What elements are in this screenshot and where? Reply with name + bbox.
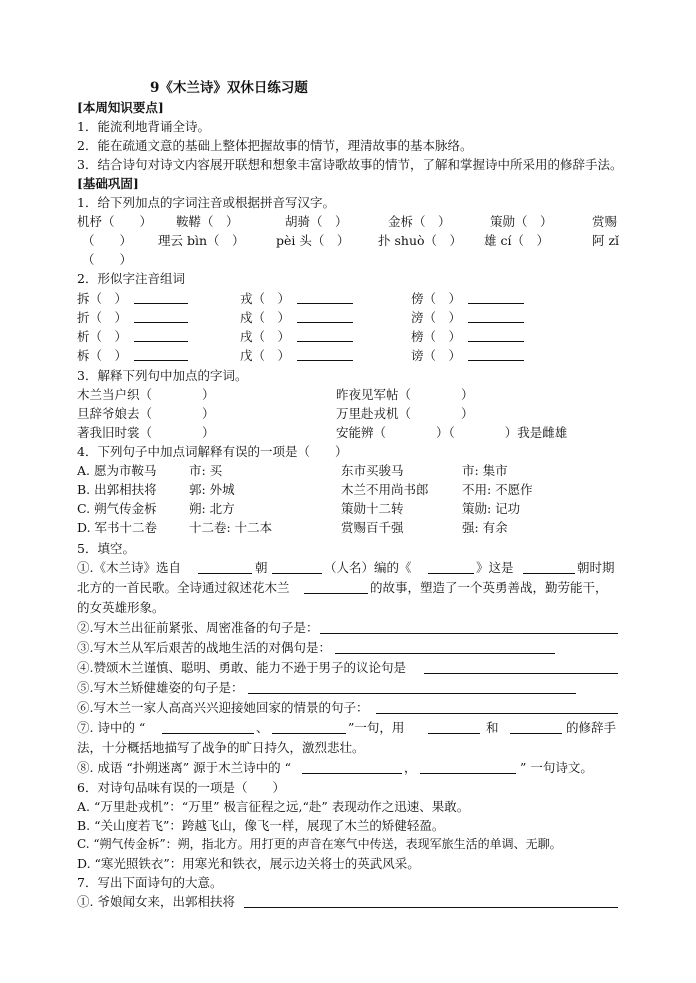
- q5-text: 》这是: [476, 560, 514, 575]
- q5-text: 的修辞手: [566, 720, 617, 735]
- q4-title: 4．下列句子中加点词解释有误的一项是（ ）: [77, 444, 348, 459]
- point-3: 3．结合诗句对诗文内容展开联想和想象丰富诗歌故事的情节，了解和掌握诗中所采用的修辞手法。: [77, 157, 623, 172]
- q4-option: B. 出郭相扶将: [77, 482, 157, 497]
- q3-item: 著我旧时裳（ ）: [77, 425, 215, 440]
- answer-line[interactable]: [134, 341, 188, 342]
- q1-item: 阿 zǐ: [592, 233, 620, 248]
- q4-option: D. 军书十二卷: [77, 520, 158, 535]
- answer-line[interactable]: [376, 713, 618, 714]
- q1-item: 赏赐: [592, 214, 618, 229]
- q5-text: ”一句，用: [348, 720, 405, 735]
- q5-text: 的女英雄形象。: [77, 600, 165, 615]
- q5-text: ⑦. 诗中的 “: [77, 720, 146, 735]
- q3-item: 木兰当户织（ ）: [77, 387, 215, 402]
- answer-line[interactable]: [244, 907, 618, 908]
- section-key-points: [本周知识要点]: [77, 100, 164, 115]
- answer-line[interactable]: [134, 322, 188, 323]
- q1-item: 金柝（ ）: [388, 214, 451, 229]
- point-1: 1．能流利地背诵全诗。: [77, 119, 210, 134]
- q3-item: 安能辨（ ）（ ）我是雌雄: [336, 425, 568, 440]
- answer-line[interactable]: [468, 360, 524, 361]
- answer-line[interactable]: [297, 303, 353, 304]
- q4-gloss: 强: 有余: [462, 520, 508, 535]
- q2-char: 傍（ ）: [411, 291, 462, 306]
- q5-text: ，: [404, 760, 417, 775]
- answer-line[interactable]: [297, 322, 353, 323]
- q5-text: 北方的一首民歌。全诗通过叙述花木兰: [77, 580, 290, 595]
- q5-item: ②.写木兰出征前紧张、周密准备的句子是：: [77, 620, 319, 635]
- q1-item: 策勋（ ）: [490, 214, 553, 229]
- q2-char: 滂（ ）: [411, 310, 462, 325]
- answer-line[interactable]: [424, 673, 618, 674]
- answer-line[interactable]: [468, 322, 524, 323]
- q1-item: 鞍鞯（ ）: [176, 214, 239, 229]
- q1-title: 1．给下列加点的字词注音或根据拼音写汉字。: [77, 195, 335, 210]
- answer-line[interactable]: [523, 573, 575, 574]
- q5-text: 法，十分概括地描写了战争的旷日持久，激烈悲壮。: [77, 740, 365, 755]
- q5-text: ” 一句诗文。: [520, 760, 593, 775]
- q3-item: 旦辞爷娘去（ ）: [77, 406, 215, 421]
- q4-phrase: 策勋十二转: [341, 501, 404, 516]
- q5-title: 5．填空。: [77, 541, 135, 556]
- q7-title: 7．写出下面诗句的大意。: [77, 875, 223, 890]
- q2-char: 析（ ）: [77, 329, 128, 344]
- answer-line[interactable]: [428, 573, 474, 574]
- q5-item: ④.赞颂木兰谨慎、聪明、勇敢、能力不逊于男子的议论句是: [77, 660, 406, 675]
- q1-item: 胡骑（ ）: [285, 214, 348, 229]
- q1-item: 扑 shuò（ ）: [378, 233, 463, 248]
- answer-line[interactable]: [272, 733, 346, 734]
- q6-option: D. “寒光照铁衣”：用寒光和铁衣，展示边关将士的英武风采。: [77, 856, 420, 871]
- answer-line[interactable]: [272, 573, 322, 574]
- q7-item: ①. 爷娘闻女来，出郭相扶将: [77, 894, 235, 909]
- answer-line[interactable]: [134, 303, 188, 304]
- q5-item: ⑤.写木兰矫健雄姿的句子是：: [77, 680, 244, 695]
- q2-char: 柝（ ）: [77, 348, 128, 363]
- q4-gloss: 市: 集市: [462, 463, 508, 478]
- answer-line[interactable]: [162, 733, 254, 734]
- answer-line[interactable]: [302, 773, 402, 774]
- q2-char: 戊（ ）: [240, 348, 291, 363]
- q5-text: 、: [256, 720, 269, 735]
- q6-option: A. “万里赴戎机”：“万里” 极言征程之远,“赴” 表现动作之迅速、果敢。: [77, 799, 470, 814]
- q3-item: 万里赴戎机（ ）: [336, 406, 474, 421]
- q2-title: 2．形似字注音组词: [77, 271, 185, 286]
- q5-text: 和: [486, 720, 499, 735]
- q5-item: ③.写木兰从军后艰苦的战地生活的对偶句是：: [77, 640, 331, 655]
- q4-gloss: 朔: 北方: [189, 501, 235, 516]
- q4-option: C. 朔气传金柝: [77, 501, 157, 516]
- answer-line[interactable]: [248, 693, 576, 694]
- q2-char: 榜（ ）: [411, 329, 462, 344]
- answer-line[interactable]: [297, 360, 353, 361]
- point-2: 2．能在疏通文意的基础上整体把握故事的情节，理清故事的基本脉络。: [77, 138, 473, 153]
- q4-gloss: 策勋: 记功: [462, 501, 521, 516]
- q4-gloss: 郭: 外城: [189, 482, 235, 497]
- worksheet-title: 9《木兰诗》双休日练习题: [150, 80, 308, 96]
- q4-option: A. 愿为市鞍马: [77, 463, 157, 478]
- answer-line[interactable]: [468, 303, 524, 304]
- section-basics: [基础巩固]: [77, 176, 139, 191]
- q6-title: 6．对诗句品味有误的一项是（ ）: [77, 780, 285, 795]
- answer-line[interactable]: [335, 653, 555, 654]
- q1-item: 雄 cí（ ）: [484, 233, 549, 248]
- q5-text: 的故事，塑造了一个英勇善战，勤劳能干，: [370, 580, 608, 595]
- q5-text: 朝时期: [577, 560, 615, 575]
- q2-char: 戌（ ）: [240, 329, 291, 344]
- q5-item: ⑥.写木兰一家人高高兴兴迎接她回家的情景的句子：: [77, 700, 369, 715]
- q1-item: pèi 头（ ）: [276, 233, 350, 248]
- q1-item: 机杼（ ）: [77, 214, 153, 229]
- q1-item: （ ）: [82, 233, 133, 248]
- q2-char: 折（ ）: [77, 310, 128, 325]
- q2-char: 戍（ ）: [240, 310, 291, 325]
- answer-line[interactable]: [198, 573, 252, 574]
- q1-item: （ ）: [82, 252, 133, 267]
- q5-text: 朝: [255, 560, 268, 575]
- q3-item: 昨夜见军帖（ ）: [336, 387, 474, 402]
- answer-line[interactable]: [134, 360, 188, 361]
- answer-line[interactable]: [420, 773, 516, 774]
- answer-line[interactable]: [468, 341, 524, 342]
- q3-title: 3．解释下列句中加点的字词。: [77, 368, 248, 383]
- q2-char: 谤（ ）: [411, 348, 462, 363]
- answer-line[interactable]: [320, 633, 618, 634]
- q2-char: 拆（ ）: [77, 291, 128, 306]
- q5-text: （人名）编的《: [324, 560, 412, 575]
- q4-gloss: 十二卷: 十二本: [189, 520, 273, 535]
- answer-line[interactable]: [510, 733, 562, 734]
- q2-char: 戎（ ）: [240, 291, 291, 306]
- answer-line[interactable]: [304, 593, 368, 594]
- q4-phrase: 赏赐百千强: [341, 520, 404, 535]
- q6-option: C. “朔气传金柝”：朔，指北方。用打更的声音在寒气中传送，表现军旅生活的单调、无聊。: [77, 837, 562, 851]
- q6-option: B. “关山度若飞”：跨越飞山，像飞一样，展现了木兰的矫健轻盈。: [77, 818, 445, 833]
- q5-text: ⑧. 成语 “扑朔迷离” 源于木兰诗中的 “: [77, 760, 292, 775]
- q5-text: ①.《木兰诗》选自: [77, 560, 181, 575]
- q4-phrase: 木兰不用尚书郎: [341, 482, 429, 497]
- q4-gloss: 市: 买: [189, 463, 223, 478]
- q4-gloss: 不用: 不愿作: [462, 482, 533, 497]
- answer-line[interactable]: [428, 733, 480, 734]
- answer-line[interactable]: [297, 341, 353, 342]
- q4-phrase: 东市买骏马: [341, 463, 404, 478]
- q1-item: 理云 bìn（ ）: [158, 233, 245, 248]
